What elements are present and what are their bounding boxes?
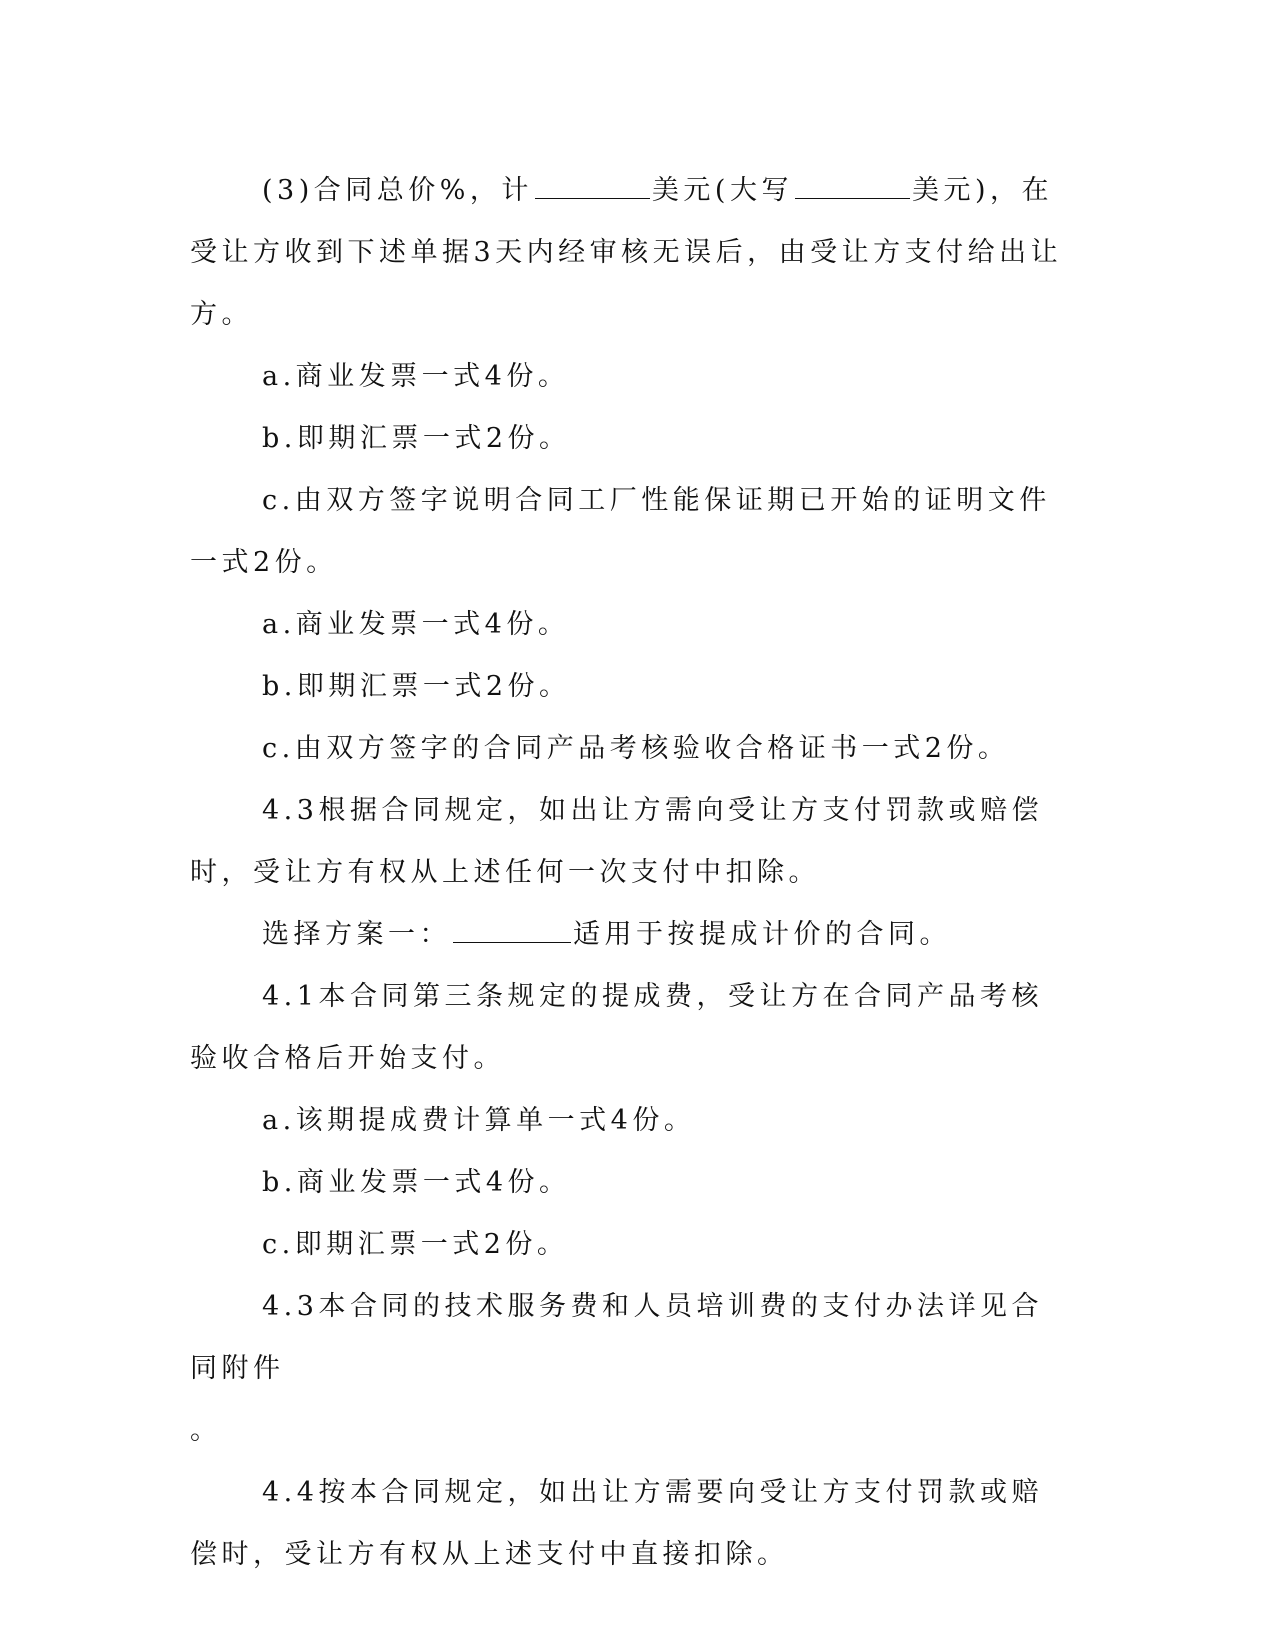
clause-4-3-service-fee: 4.3本合同的技术服务费和人员培训费的支付办法详见合同附件 <box>190 1291 1043 1384</box>
clause-4-4-deduction: 4.4按本合同规定，如出让方需要向受让方支付罚款或赔偿时，受让方有权从上述支付中直接扣除。 <box>190 1477 1043 1570</box>
list-item-draft: b.即期汇票一式2份。 <box>262 671 571 702</box>
list-item-draft: c.即期汇票一式2份。 <box>262 1229 569 1260</box>
document-body <box>190 160 1070 1586</box>
option-one-line <box>190 904 1070 966</box>
text-segment: (3)合同总价%，计 <box>262 175 533 206</box>
list-item-certificate: c.由双方签字的合同产品考核验收合格证书一式2份。 <box>262 733 1010 764</box>
list-item-certificate: c.由双方签字说明合同工厂性能保证期已开始的证明文件一式2份。 <box>190 485 1051 578</box>
clause-4-3-period: 。 <box>190 1415 222 1446</box>
text-segment: 美元)，在受让方收到下述单据3天内经审核无误后，由受让方支付给出让方。 <box>190 175 1063 330</box>
list-item-royalty-statement: a.该期提成费计算单一式4份。 <box>262 1105 696 1136</box>
paragraph-total-price <box>190 160 1070 346</box>
fill-blank-option[interactable] <box>453 920 571 943</box>
clause-4-1-royalty: 4.1本合同第三条规定的提成费，受让方在合同产品考核验收合格后开始支付。 <box>190 981 1043 1074</box>
text-segment: 选择方案一： <box>262 919 451 950</box>
text-segment: 适用于按提成计价的合同。 <box>573 919 951 950</box>
list-item-invoice: a.商业发票一式4份。 <box>262 361 570 392</box>
list-item-invoice: a.商业发票一式4份。 <box>262 609 570 640</box>
fill-blank-amount[interactable] <box>535 176 650 199</box>
list-item-invoice: b.商业发票一式4份。 <box>262 1167 571 1198</box>
clause-4-3-deduction: 4.3根据合同规定，如出让方需向受让方支付罚款或赔偿时，受让方有权从上述任何一次支付中扣除。 <box>190 795 1043 888</box>
text-segment: 美元(大写 <box>651 175 793 206</box>
list-item-draft: b.即期汇票一式2份。 <box>262 423 571 454</box>
fill-blank-amount-words[interactable] <box>795 176 910 199</box>
